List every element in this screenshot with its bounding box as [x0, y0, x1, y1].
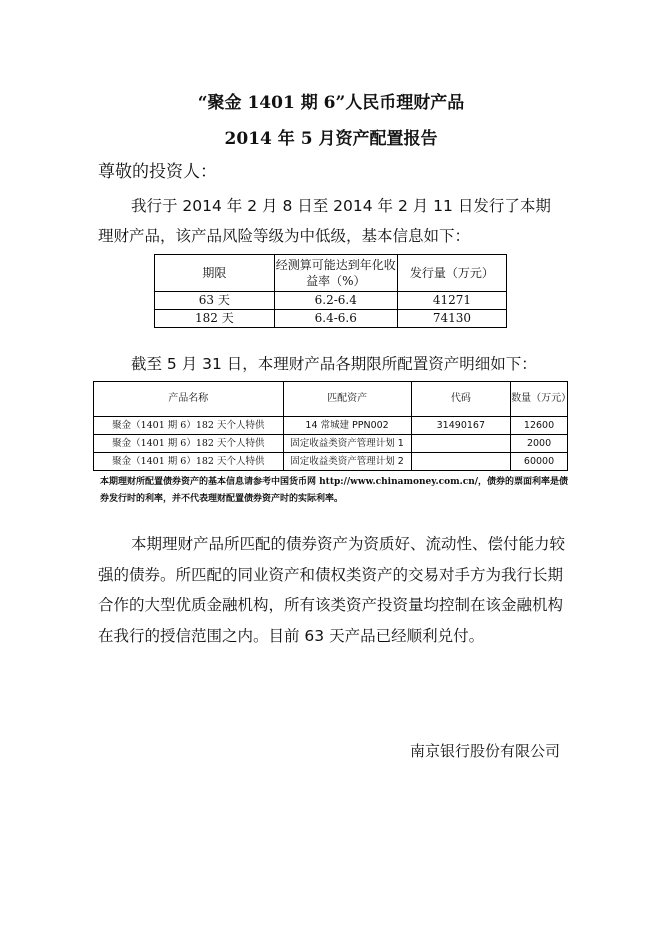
- column-header: 期限: [155, 255, 275, 292]
- document-title: “聚金 1401 期 6”人民币理财产品: [197, 93, 465, 113]
- table-cell: 12600: [511, 417, 568, 435]
- table-cell: 2000: [511, 435, 568, 453]
- table-cell: 聚金（1401 期 6）182 天个人特供: [94, 453, 284, 471]
- table-cell: 6.4-6.6: [274, 310, 397, 328]
- greeting: 尊敬的投资人：: [98, 162, 217, 182]
- table-cell: 14 常城建 PPN002: [283, 417, 411, 435]
- table-row: [155, 292, 507, 310]
- column-header: 数量（万元）: [511, 382, 568, 417]
- table-cell: 63 天: [155, 292, 275, 310]
- table-cell: 74130: [397, 310, 506, 328]
- table-footnote: 本期理财所配置债券资产的基本信息请参考中国货币网 http://www.chinamoney.com.cn/，债券的票面利率是债券发行时的利率，并不代表理财配置债券资产时的实际利率。: [100, 477, 569, 504]
- table-cell: 41271: [397, 292, 506, 310]
- table-row: [94, 453, 568, 471]
- product-info-table: [154, 254, 507, 328]
- table-cell: [411, 435, 511, 453]
- table-cell: 聚金（1401 期 6）182 天个人特供: [94, 435, 284, 453]
- signature: 南京银行股份有限公司: [409, 742, 560, 760]
- intro-paragraph: 我行于 2014 年 2 月 8 日至 2014 年 2 月 11 日发行了本期理财产品，该产品风险等级为中低级，基本信息如下：: [98, 197, 551, 245]
- allocation-intro: 截至 5 月 31 日，本理财产品各期限所配置资产明细如下：: [131, 355, 537, 373]
- column-header: 发行量（万元）: [397, 255, 506, 292]
- column-header: 代码: [411, 382, 511, 417]
- table-header-row: [94, 382, 568, 417]
- table-cell: 6.2-6.4: [274, 292, 397, 310]
- document-subtitle: 2014 年 5 月资产配置报告: [224, 129, 438, 149]
- table-row: [155, 310, 507, 328]
- table-cell: 31490167: [411, 417, 511, 435]
- table-cell: 聚金（1401 期 6）182 天个人特供: [94, 417, 284, 435]
- table-cell: 固定收益类资产管理计划 1: [283, 435, 411, 453]
- table-cell: 60000: [511, 453, 568, 471]
- summary-paragraph: 本期理财产品所匹配的债券资产为资质好、流动性、偿付能力较强的债券。所匹配的同业资产和债权类资产的交易对手方为我行长期合作的大型优质金融机构，所有该类资产投资量均控制在该金融机构在我行的授信范围之内。目前 63 天产品已经顺利兑付。: [98, 535, 566, 645]
- column-header: 产品名称: [94, 382, 284, 417]
- table-row: [94, 435, 568, 453]
- column-header: 经测算可能达到年化收益率（%）: [274, 255, 397, 292]
- table-row: [94, 417, 568, 435]
- asset-allocation-table: [93, 381, 572, 471]
- table-cell: [411, 453, 511, 471]
- table-header-row: [155, 255, 507, 292]
- table-cell: 固定收益类资产管理计划 2: [283, 453, 411, 471]
- table-cell: 182 天: [155, 310, 275, 328]
- column-header: 匹配资产: [283, 382, 411, 417]
